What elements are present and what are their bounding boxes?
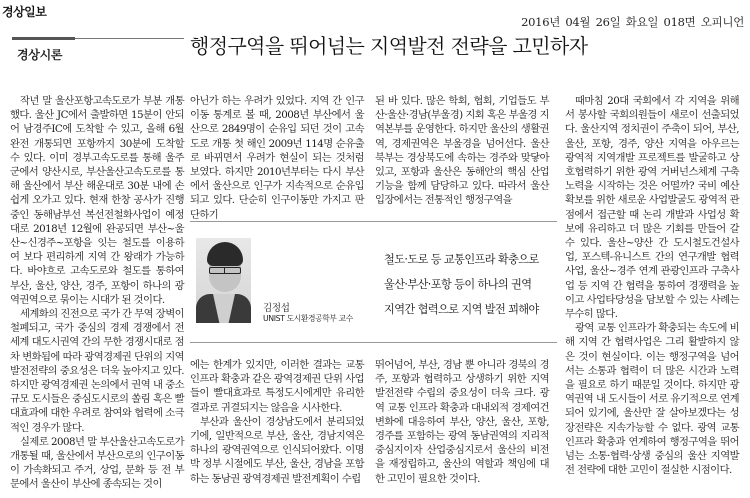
pullquote-line: 지역간 협력으로 지역 발전 꾀해야 [384, 303, 539, 316]
paragraph: 실제로 2008년 말 부산울산고속도로가 개통될 때, 울산에서 부산으로의 인구이동이 가속화되고 주거, 상업, 문화 등 전 부문에서 울산이 부산에 종속되는 것이 [10, 435, 184, 491]
newspaper-masthead: 경상일보 [2, 5, 47, 19]
author-photo [196, 238, 251, 323]
article-column-4 [565, 94, 739, 477]
article-column-2-top [190, 94, 364, 222]
author-name: 김정섭 [263, 303, 290, 314]
paragraph: 아닌가 하는 우려가 있었다. 지역 간 인구이동 통계로 볼 때, 2008년 부산에서 울산으로 2849명이 순유입 되던 것이 고속도로 개통 첫 해인 2009년 114명 순유출로 바뀌면서 우려가 현실이 되는 것처럼 보였다. 하지만 2010년부터는 다시 부산에서 울산으로 인구가 지속적으로 순유입 되고 있다. 단순히 인구이동만 가지고 판단하기 [190, 95, 364, 221]
paragraph: 작년 말 울산포항고속도로가 부분 개통했다. 울산 JC에서 출발하면 15분이 안되어 남경주IC에 도착할 수 있고, 올해 6월 완전 개통되면 포항까지 30분에 도착할 수 있다. 이미 경부고속도로를 통해 울주군에서 양산시로, 부산울산고속도로를 통해 울산에서 부산 해운대로 30분 내에 손쉽게 오가고 있다. 현재 한창 공사가 진행 중인 동해남부선 복선전철화사업이 예정대로 2018년 12월에 완공되면 부산~울산~신경주~포항을 잇는 철도를 이용하여 보다 편리하게 지역 간 왕래가 가능하다. 바야흐로 고속도로와 철도를 통하여 부산, 울산, 양산, 경주, 포항이 하나의 광역권역으로 묶이는 시대가 된 것이다. [10, 95, 184, 306]
pullquote-box-bottom-rule [190, 342, 557, 343]
paragraph: 에는 한계가 있지만, 이러한 결과는 교통인프라 확충과 같은 광역경제권 단위 사업들이 빨대효과로 특정도시에게만 유리한 결과로 귀결되지는 않음을 시사한다. [190, 359, 364, 414]
pullquote [384, 247, 564, 322]
pullquote-box-top-rule [190, 221, 557, 222]
paragraph: 부산과 울산이 경상남도에서 분리되었기에, 일반적으로 부산, 울산, 경남지역은 하나의 광역권역으로 인식되어왔다. 이명박 정부 시절에도 부산, 울산, 경남을 포함하는 동남권 광역경제권 발전계획이 수립 [190, 415, 364, 485]
paragraph: 세계화의 진전으로 국가 간 무역 장벽이 철폐되고, 국가 중심의 경제 경쟁에서 전 세계 대도시권역 간의 무한 경쟁시대로 점차 변화됨에 따라 광역경제권 단위의 지역발전전략의 중요성은 더욱 높아지고 있다. 하지만 광역경제권 논의에서 권역 내 중소규모 도시들은 중심도시로의 쏠림 혹은 빨대효과에 대한 우려로 참여와 협력에 소극적인 경우가 많다. [10, 308, 184, 434]
article-column-3-top [375, 94, 549, 208]
pullquote-line: 울산·부산·포항 등이 하나의 권역 [384, 278, 532, 291]
section-rule-accent [12, 37, 75, 40]
paragraph: 때마침 20대 국회에서 각 지역을 위해서 봉사할 국회의원들이 새로이 선출되었다. 울산지역 정치권이 주축이 되어, 부산, 울산, 포항, 경주, 양산 지역을 아우르는 광역적 지역개발 프로젝트를 발굴하고 상호협력하기 위한 광역 거버넌스체계 구축 노력을 시작하는 것은 어떨까? 국비 예산 확보를 위한 새로운 사업발굴도 광역적 관점에서 접근할 때 논리 개발과 사업성 확보에 유리하고 더 많은 기회를 만들어 갈 수 있다. 울산~양산 간 도시철도건설사업, 포스텍-유니스트 간의 연구개발 협력사업, 울산~경주 연계 관광인프라 구축사업 등 지역 간 협력을 통하여 경쟁력을 높이고 사업타당성을 담보할 수 있는 사례는 무수히 많다. [565, 95, 739, 321]
article-column-1 [10, 94, 184, 492]
paragraph: 뛰어넘어, 부산, 경남 뿐 아니라 경북의 경주, 포항과 협력하고 상생하기 위한 지역발전전략 수립의 중요성이 더욱 크다. 광역 교통 인프라 확충과 대내외적 경제여건 변화에 대응하여 부산, 양산, 울산, 포항, 경주를 포함하는 광역 동남권역의 지리적 중심지이자 산업중심지로서 울산의 비전을 재정립하고, 울산의 역할과 책임에 대한 고민이 필요한 것이다. [375, 359, 549, 485]
article-column-3-bottom [375, 358, 549, 486]
author-title: UNIST 도시환경공학부 교수 [263, 314, 353, 323]
article-headline: 행정구역을 뛰어넘는 지역발전 전략을 고민하자 [190, 34, 588, 58]
pullquote-line: 철도·도로 등 교통인프라 확충으로 [384, 253, 539, 266]
dateline: 2016년 04월 26일 화요일 018면 오피니언 [521, 15, 744, 29]
section-label: 경상시론 [17, 48, 63, 62]
article-column-2-bottom [190, 358, 364, 486]
paragraph: 된 바 있다. 많은 학회, 협회, 기업들도 부산·울산·경남(부울경) 지회 혹은 부울경 지역본부를 운영한다. 하지만 울산의 생활권역, 경제권역은 부울경을 넘어선다. 울산 북부는 경상북도에 속하는 경주와 맞닿아 있고, 포항과 울산은 동해안의 핵심 산업 기능을 함께 담당하고 있다. 따라서 울산 입장에서는 전통적인 행정구역을 [375, 95, 549, 207]
paragraph: 광역 교통 인프라가 확충되는 속도에 비해 지역 간 협력사업은 그리 활발하지 않은 것이 현실이다. 이는 행정구역을 넘어서는 소통과 협력이 더 많은 시간과 노력을 필요로 하기 때문일 것이다. 하지만 광역권역 내 도시들이 서로 유기적으로 연계되어 있기에, 울산만 잘 살아보겠다는 성장전략은 지속가능할 수 없다. 광역 교통 인프라 확충과 연계하여 행정구역을 뛰어넘는 소통·협력·상생 중심의 울산 지역발전 전략에 대한 고민이 절실한 시점이다. [565, 322, 739, 477]
